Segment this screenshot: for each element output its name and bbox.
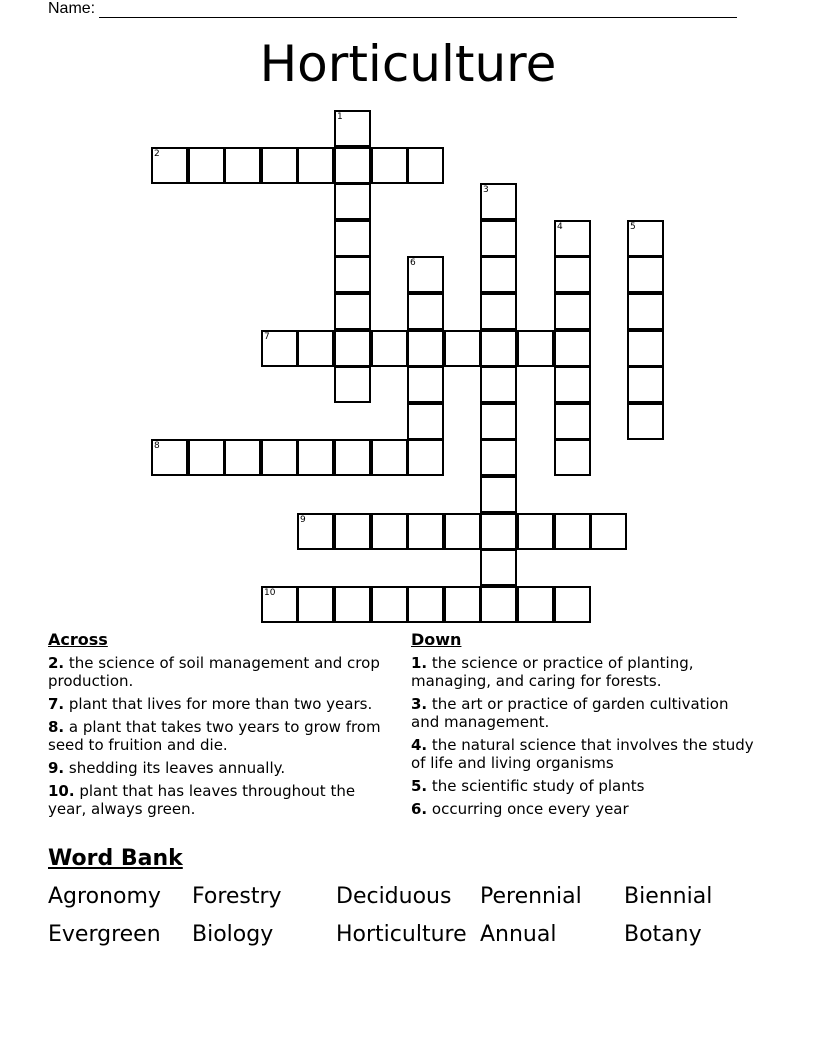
crossword-cell[interactable] [224, 439, 261, 476]
crossword-cell[interactable] [407, 586, 444, 623]
crossword-cell[interactable] [334, 439, 371, 476]
crossword-cell[interactable] [261, 330, 298, 367]
crossword-cell[interactable] [627, 330, 664, 367]
down-clue [411, 777, 756, 795]
crossword-cell[interactable] [371, 513, 408, 550]
crossword-cell[interactable] [224, 147, 261, 184]
crossword-cell[interactable] [188, 147, 225, 184]
crossword-cell[interactable] [334, 293, 371, 330]
across-clue [48, 695, 398, 713]
crossword-cell[interactable] [480, 439, 517, 476]
crossword-cell[interactable] [334, 513, 371, 550]
word-bank-word: Forestry [192, 884, 282, 909]
crossword-cell[interactable] [480, 330, 517, 367]
word-bank-heading: Word Bank [48, 846, 183, 871]
crossword-cell[interactable] [407, 403, 444, 440]
crossword-cell[interactable] [407, 147, 444, 184]
across-clue [48, 782, 398, 818]
crossword-cell[interactable] [480, 549, 517, 586]
crossword-cell[interactable] [627, 220, 664, 257]
clue-num: 6. [411, 800, 428, 818]
crossword-cell[interactable] [480, 366, 517, 403]
crossword-cell[interactable] [188, 439, 225, 476]
crossword-cell[interactable] [480, 256, 517, 293]
crossword-cell[interactable] [444, 586, 481, 623]
across-clues [48, 630, 398, 823]
crossword-cell[interactable] [407, 256, 444, 293]
crossword-cell[interactable] [627, 403, 664, 440]
crossword-cell[interactable] [407, 513, 444, 550]
clue-number: 8 [154, 441, 160, 451]
clue-number: 10 [264, 588, 276, 598]
crossword-cell[interactable] [334, 110, 371, 147]
crossword-cell[interactable] [261, 586, 298, 623]
down-clue [411, 736, 756, 772]
word-bank-word: Biology [192, 922, 274, 947]
clue-number: 5 [630, 222, 636, 232]
across-clue [48, 654, 398, 690]
crossword-cell[interactable] [480, 220, 517, 257]
crossword-cell[interactable] [554, 220, 591, 257]
crossword-cell[interactable] [297, 330, 334, 367]
crossword-cell[interactable] [334, 366, 371, 403]
clue-number: 2 [154, 149, 160, 159]
across-clue [48, 718, 398, 754]
clue-text: the art or practice of garden cultivation and management. [411, 695, 729, 731]
crossword-cell[interactable] [334, 220, 371, 257]
across-clue [48, 759, 398, 777]
down-heading: Down [411, 630, 462, 649]
clue-number: 9 [300, 515, 306, 525]
clue-text: shedding its leaves annually. [64, 759, 286, 777]
crossword-cell[interactable] [407, 330, 444, 367]
crossword-cell[interactable] [554, 293, 591, 330]
word-bank-word: Agronomy [48, 884, 161, 909]
clue-text: plant that lives for more than two years. [64, 695, 373, 713]
crossword-cell[interactable] [627, 293, 664, 330]
down-clue [411, 654, 756, 690]
clue-text: plant that has leaves throughout the year, always green. [48, 782, 356, 818]
crossword-cell[interactable] [407, 366, 444, 403]
crossword-cell[interactable] [554, 366, 591, 403]
clue-number: 3 [483, 185, 489, 195]
clue-num: 7. [48, 695, 65, 713]
across-heading: Across [48, 630, 108, 649]
crossword-cell[interactable] [554, 586, 591, 623]
crossword-cell[interactable] [371, 586, 408, 623]
down-clues [411, 630, 756, 823]
down-clue [411, 695, 756, 731]
crossword-cell[interactable] [371, 439, 408, 476]
clue-text: a plant that takes two years to grow from seed to fruition and die. [48, 718, 381, 754]
crossword-cell[interactable] [517, 330, 554, 367]
clue-num: 5. [411, 777, 428, 795]
crossword-cell[interactable] [554, 439, 591, 476]
crossword-cell[interactable] [261, 439, 298, 476]
crossword-cell[interactable] [554, 256, 591, 293]
crossword-cell[interactable] [334, 183, 371, 220]
crossword-cell[interactable] [517, 586, 554, 623]
crossword-cell[interactable] [297, 513, 334, 550]
crossword-cell[interactable] [297, 439, 334, 476]
crossword-cell[interactable] [444, 513, 481, 550]
word-bank-word: Perennial [480, 884, 582, 909]
crossword-cell[interactable] [480, 586, 517, 623]
clue-text: occurring once every year [427, 800, 629, 818]
crossword-cell[interactable] [407, 293, 444, 330]
clue-number: 1 [337, 112, 343, 122]
crossword-cell[interactable] [517, 513, 554, 550]
clue-text: the scientific study of plants [427, 777, 645, 795]
crossword-cell[interactable] [334, 256, 371, 293]
crossword-cell[interactable] [261, 147, 298, 184]
clue-text: the natural science that involves the study of life and living organisms [411, 736, 754, 772]
crossword-cell[interactable] [554, 330, 591, 367]
clue-text: the science of soil management and crop production. [48, 654, 380, 690]
crossword-cell[interactable] [151, 147, 188, 184]
clue-number: 4 [557, 222, 563, 232]
clue-num: 3. [411, 695, 428, 713]
crossword-cell[interactable] [444, 330, 481, 367]
word-bank-word: Annual [480, 922, 557, 947]
crossword-cell[interactable] [297, 586, 334, 623]
word-bank-word: Biennial [624, 884, 713, 909]
crossword-cell[interactable] [480, 513, 517, 550]
crossword-cell[interactable] [480, 403, 517, 440]
clue-num: 10. [48, 782, 75, 800]
crossword-cell[interactable] [371, 147, 408, 184]
crossword-cell[interactable] [480, 183, 517, 220]
page-title: Horticulture [259, 35, 557, 93]
clue-num: 9. [48, 759, 65, 777]
crossword-cell[interactable] [151, 439, 188, 476]
name-label: Name: [48, 0, 96, 17]
crossword-cell[interactable] [334, 586, 371, 623]
clue-text: the science or practice of planting, managing, and caring for forests. [411, 654, 694, 690]
word-bank-word: Deciduous [336, 884, 452, 909]
crossword-cell[interactable] [371, 330, 408, 367]
crossword-cell[interactable] [627, 256, 664, 293]
clue-number: 6 [410, 258, 416, 268]
crossword-cell[interactable] [297, 147, 334, 184]
crossword-cell[interactable] [480, 293, 517, 330]
crossword-cell[interactable] [554, 403, 591, 440]
crossword-cell[interactable] [334, 147, 371, 184]
down-clue [411, 800, 756, 818]
crossword-cell[interactable] [480, 476, 517, 513]
word-bank-word: Evergreen [48, 922, 161, 947]
crossword-cell[interactable] [407, 439, 444, 476]
clue-num: 8. [48, 718, 65, 736]
crossword-cell[interactable] [627, 366, 664, 403]
crossword-cell[interactable] [590, 513, 627, 550]
clue-num: 1. [411, 654, 428, 672]
clue-num: 4. [411, 736, 428, 754]
word-bank-word: Botany [624, 922, 702, 947]
crossword-cell[interactable] [334, 330, 371, 367]
clue-num: 2. [48, 654, 65, 672]
word-bank-word: Horticulture [336, 922, 467, 947]
crossword-cell[interactable] [554, 513, 591, 550]
clue-number: 7 [264, 332, 270, 342]
